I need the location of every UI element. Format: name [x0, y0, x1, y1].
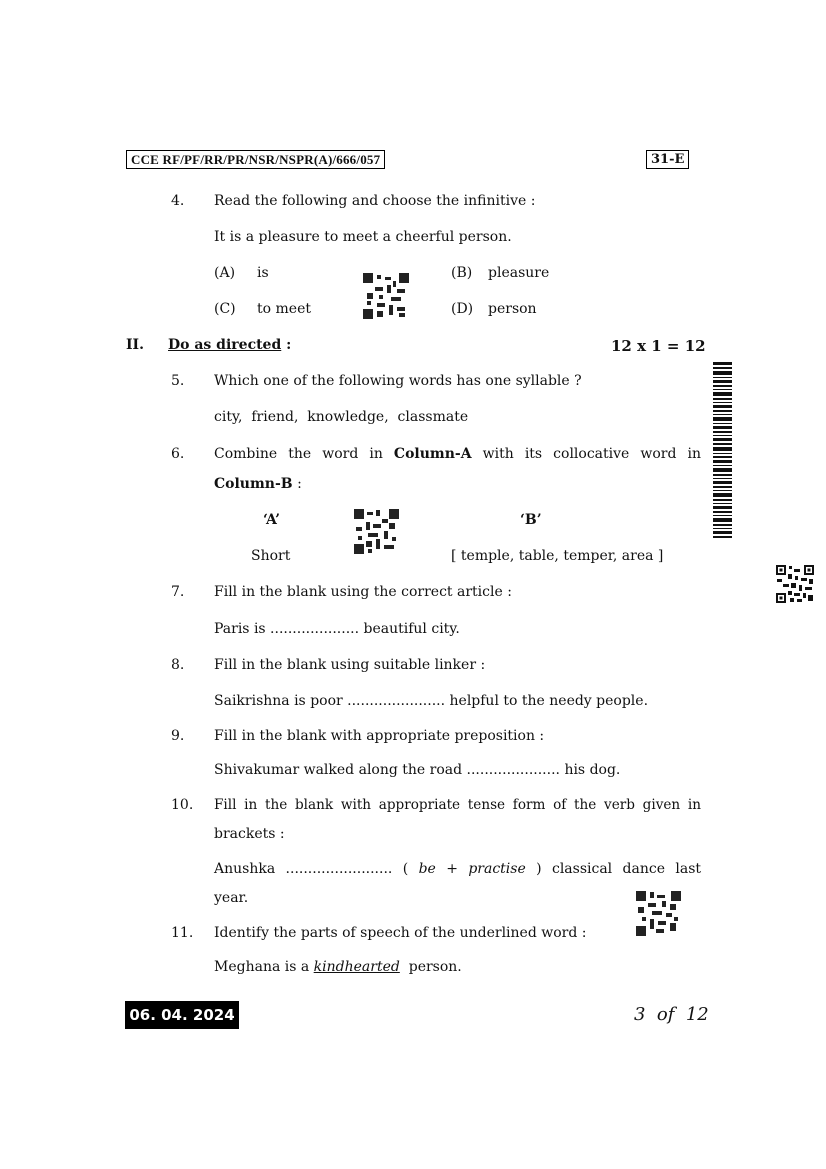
qr-code-icon	[354, 509, 399, 554]
q11-sentence	[214, 959, 462, 975]
q4-option-d-label: (D)	[451, 301, 474, 317]
section-title-text: Do as directed	[168, 337, 282, 353]
q7-sentence: Paris is .................... beautiful city.	[214, 621, 460, 637]
section-number: II.	[126, 337, 144, 353]
q8-prompt: Fill in the blank using suitable linker :	[214, 657, 486, 673]
q9-sentence: Shivakumar walked along the road ..................... his dog.	[214, 762, 621, 778]
exam-date: 06. 04. 2024	[125, 1001, 239, 1029]
q10-prompt-line2: brackets :	[214, 826, 285, 842]
page-number: 3 of 12	[634, 1004, 709, 1025]
q4-option-d-text: person	[488, 301, 537, 317]
q9-number: 9.	[171, 728, 185, 744]
q10-sentence-end: ) classical dance last	[536, 861, 702, 877]
q6-colon: :	[297, 476, 302, 492]
q7-number: 7.	[171, 584, 185, 600]
q6-word: Short	[251, 548, 291, 564]
q6-prompt-a: Combine the word in	[214, 446, 383, 462]
q7-prompt: Fill in the blank using the correct article :	[214, 584, 512, 600]
q10-sentence-start: Anushka ........................ (	[214, 861, 409, 877]
q4-option-b-label: (B)	[451, 265, 473, 281]
q4-option-b-text: pleasure	[488, 265, 550, 281]
q9-prompt: Fill in the blank with appropriate preposition :	[214, 728, 545, 744]
q4-sentence: It is a pleasure to meet a cheerful person.	[214, 229, 512, 245]
q5-number: 5.	[171, 373, 185, 389]
q8-number: 8.	[171, 657, 185, 673]
qr-code-icon	[776, 565, 814, 603]
qr-code-icon	[636, 891, 681, 936]
q10-verb: be + practise	[418, 861, 526, 877]
q6-number: 6.	[171, 446, 185, 462]
q4-prompt: Read the following and choose the infinitive :	[214, 193, 536, 209]
q5-prompt: Which one of the following words has one syllable ?	[214, 373, 582, 389]
q4-number: 4.	[171, 193, 185, 209]
q6-head-a: ‘A’	[263, 512, 281, 528]
q6-column-b: Column-B	[214, 476, 293, 492]
q11-underlined-word: kindhearted	[313, 959, 400, 975]
q4-option-c-text: to meet	[257, 301, 311, 317]
section-title-colon: :	[286, 337, 292, 353]
q10-number: 10.	[171, 797, 194, 813]
paper-code: CCE RF/PF/RR/PR/NSR/NSPR(A)/666/057	[126, 150, 385, 169]
q4-option-a-label: (A)	[214, 265, 236, 281]
q6-prompt-b: with its collocative word in	[482, 446, 702, 462]
q4-option-c-label: (C)	[214, 301, 236, 317]
barcode-icon	[713, 362, 732, 540]
q4-option-a-text: is	[257, 265, 269, 281]
q6-choices: [ temple, table, temper, area ]	[451, 548, 664, 564]
q6-prompt-line1	[214, 446, 701, 462]
q11-after: person.	[408, 959, 462, 975]
paper-number: 31-E	[646, 150, 689, 169]
q10-sentence-line1	[214, 861, 701, 877]
q10-prompt-line1: Fill in the blank with appropriate tense form of the verb given in	[214, 797, 701, 813]
q6-column-a: Column-A	[393, 446, 472, 462]
q5-words: city, friend, knowledge, classmate	[214, 409, 469, 425]
q6-head-b: ‘B’	[520, 512, 542, 528]
q11-prompt: Identify the parts of speech of the underlined word :	[214, 925, 587, 941]
section-marks: 12 x 1 = 12	[611, 337, 706, 355]
q11-number: 11.	[171, 925, 194, 941]
q6-prompt-line2	[214, 476, 302, 492]
section-title	[168, 337, 291, 353]
qr-code-icon	[363, 273, 409, 319]
q8-sentence: Saikrishna is poor ...................... helpful to the needy people.	[214, 693, 649, 709]
q11-before: Meghana is a	[214, 959, 310, 975]
q10-sentence-line2: year.	[214, 890, 249, 906]
